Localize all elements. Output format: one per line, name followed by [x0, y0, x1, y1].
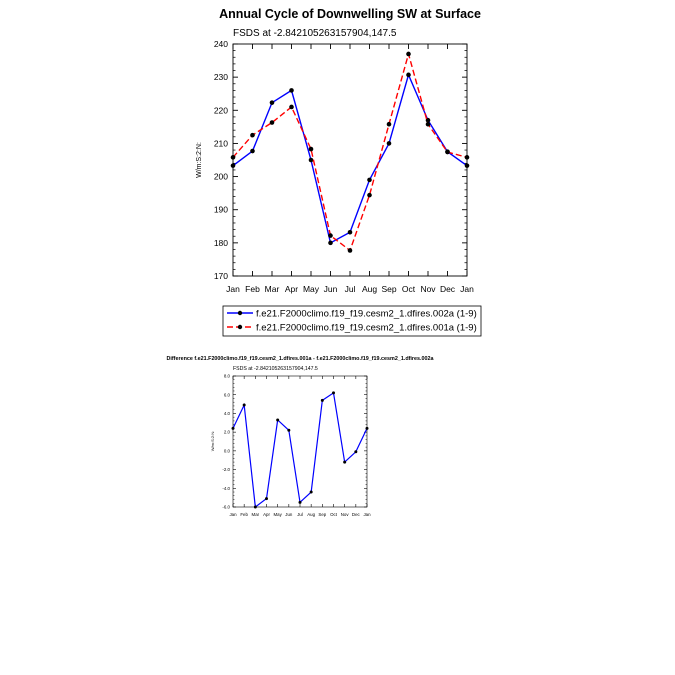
main-series-2-point: [445, 150, 450, 155]
diff-series-1-point: [299, 501, 302, 504]
main-series-2-point: [270, 120, 275, 125]
main-series-2-point: [309, 147, 314, 152]
legend-marker-series-2: [238, 325, 242, 329]
legend: [223, 306, 481, 336]
diff-series-1-point: [265, 497, 268, 500]
main-ytick-label: 200: [213, 171, 228, 182]
main-ytick-label: 190: [213, 204, 228, 215]
main-series-1-point: [309, 158, 314, 163]
main-chart: [196, 7, 481, 294]
diff-xtick-label: Dec: [351, 512, 360, 517]
main-series-1-point: [387, 141, 392, 146]
diff-xtick-label: Mar: [251, 512, 260, 517]
legend-label-series-1: f.e21.F2000climo.f19_f19.cesm2_1.dfires.002a (1-9): [256, 308, 477, 320]
diff-xtick-label: May: [273, 512, 282, 517]
main-series-2-point: [426, 122, 431, 127]
main-series-1-point: [250, 149, 255, 154]
diff-series-1-point: [232, 427, 235, 430]
main-xtick-label: Jan: [460, 284, 474, 294]
main-series-2-point: [328, 233, 333, 238]
diff-series-1-point: [321, 399, 324, 402]
main-xtick-label: Jul: [344, 284, 356, 294]
diff-xtick-label: Apr: [263, 512, 270, 517]
main-series-1-point: [367, 178, 372, 183]
main-series-2-point: [387, 122, 392, 127]
main-series-1-line: [233, 75, 467, 243]
diff-series-1-point: [243, 404, 246, 407]
main-xtick-label: Jan: [226, 284, 240, 294]
main-series-1-point: [270, 100, 275, 105]
main-xtick-label: Aug: [361, 284, 378, 294]
main-ytick-label: 220: [213, 105, 228, 116]
diff-ytick-label: 6.0: [223, 392, 230, 398]
diff-xtick-label: Aug: [307, 512, 316, 517]
diff-xtick-label: Jan: [229, 512, 237, 517]
main-ytick-label: 230: [213, 72, 228, 83]
difference-chart-subtitle: FSDS at -2.842105263157904,147.5: [233, 366, 318, 372]
difference-chart: [167, 356, 435, 517]
main-series-1-point: [465, 163, 470, 168]
main-xtick-label: Oct: [401, 284, 416, 294]
diff-xtick-label: Oct: [330, 512, 337, 517]
diff-series-1-point: [354, 450, 357, 453]
diff-ytick-label: 4.0: [223, 410, 230, 416]
main-series-1-point: [406, 73, 411, 78]
main-xtick-label: Feb: [245, 284, 260, 294]
main-series-2-point: [367, 193, 372, 198]
main-series-2-point: [289, 105, 294, 110]
main-xtick-label: May: [302, 284, 320, 294]
main-series-2-point: [250, 133, 255, 138]
main-series-2-point: [406, 52, 411, 57]
diff-xtick-label: Jul: [297, 512, 303, 517]
main-xtick-label: Dec: [439, 284, 456, 294]
main-frame: [233, 44, 467, 276]
main-series-2-point: [465, 155, 470, 160]
main-plot-area: [214, 39, 474, 294]
main-chart-ylabel: W/m:S:2:N:: [196, 142, 203, 178]
diff-ytick-label: 0.0: [223, 448, 230, 454]
diff-xtick-label: Sep: [318, 512, 327, 517]
main-xtick-label: Nov: [420, 284, 436, 294]
main-ytick-label: 170: [213, 270, 228, 281]
main-series-2-point: [231, 155, 236, 160]
diff-xtick-label: Jun: [285, 512, 293, 517]
legend-entry-series-1: [227, 309, 477, 320]
diff-xtick-label: Feb: [240, 512, 248, 517]
main-xtick-label: Sep: [381, 284, 397, 294]
difference-chart-title: Difference f.e21.F2000climo.f19_f19.cesm2_1.dfires.001a - f.e21.F2000climo.f19_f19.cesm2_1.dfires.002a: [166, 356, 434, 362]
main-chart-subtitle: FSDS at -2.842105263157904,147.5: [233, 28, 397, 39]
diff-ytick-label: -6.0: [222, 504, 230, 510]
main-xtick-label: Jun: [323, 284, 338, 294]
difference-plot-area: [222, 374, 371, 517]
main-ytick-label: 180: [213, 237, 228, 248]
diff-series-1-point: [287, 429, 290, 432]
diff-series-1-point: [276, 418, 279, 421]
difference-chart-ylabel: W/m:S:2:N:: [210, 430, 215, 452]
legend-entry-series-2: [227, 323, 477, 334]
diff-series-1-point: [254, 506, 257, 509]
legend-marker-series-1: [238, 311, 242, 315]
diff-series-1-line: [233, 393, 367, 507]
diff-series-1-point: [343, 461, 346, 464]
main-xtick-label: Mar: [264, 284, 280, 294]
legend-label-series-2: f.e21.F2000climo.f19_f19.cesm2_1.dfires.001a (1-9): [256, 322, 477, 334]
main-xtick-label: Apr: [284, 284, 299, 294]
main-chart-title: Annual Cycle of Downwelling SW at Surface: [219, 7, 481, 21]
main-series-1-point: [289, 88, 294, 93]
main-series-1-point: [328, 241, 333, 246]
diff-xtick-label: Jan: [363, 512, 371, 517]
diff-ytick-label: 8.0: [223, 373, 230, 379]
diff-ytick-label: 2.0: [223, 429, 230, 435]
main-series-2-line: [233, 54, 467, 251]
diff-xtick-label: Nov: [340, 512, 349, 517]
main-series-1-point: [348, 230, 353, 235]
main-series-1-point: [231, 163, 236, 168]
main-ytick-label: 210: [213, 138, 228, 149]
diff-series-1-point: [366, 427, 369, 430]
diff-ytick-label: -2.0: [222, 467, 230, 473]
diff-series-1-point: [310, 491, 313, 494]
diff-ytick-label: -4.0: [222, 485, 230, 491]
main-series-2-point: [348, 248, 353, 253]
main-ytick-label: 240: [213, 38, 228, 49]
diff-series-1-point: [332, 391, 335, 394]
